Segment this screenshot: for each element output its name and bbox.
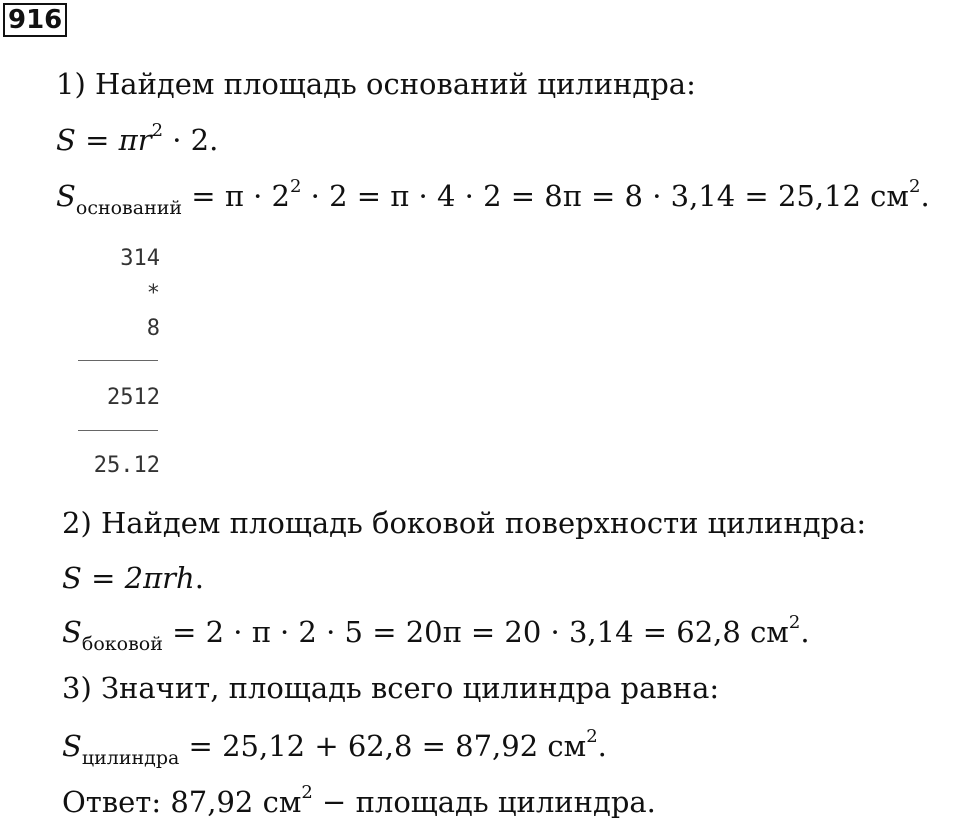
- formula2-symbol-s: S: [62, 561, 82, 595]
- calc2-text: = 2 · π · 2 · 5 = 20π = 20 · 3,14 = 62,8 см: [162, 615, 789, 649]
- calc2-symbol-s: S: [62, 615, 82, 649]
- calc3-end: .: [597, 729, 607, 763]
- formula-symbol-s: S: [56, 123, 76, 157]
- formula2-end: .: [194, 561, 204, 595]
- calc3-exponent: 2: [586, 726, 598, 747]
- formula-equals: =: [75, 123, 119, 157]
- problem-number: 916: [3, 3, 67, 37]
- step2-heading: 2) Найдем площадь боковой поверхности цилиндра:: [62, 506, 867, 540]
- calc-subscript: оснований: [75, 197, 183, 219]
- column-result: 25.12: [93, 453, 160, 478]
- column-operand-b: 8: [146, 316, 160, 341]
- calc3-text: = 25,12 + 62,8 = 87,92 см: [179, 729, 587, 763]
- step1-heading: 1) Найдем площадь оснований цилиндра:: [56, 67, 696, 101]
- column-operator: *: [146, 281, 160, 306]
- step2-calculation: [62, 612, 810, 655]
- formula-exponent: 2: [151, 120, 164, 141]
- column-rule-1: [78, 360, 158, 361]
- formula2-rhs: 2πrh: [124, 561, 195, 595]
- answer-text-b: − площадь цилиндра.: [312, 785, 656, 819]
- calc-exponent-a: 2: [289, 176, 302, 197]
- column-rule-2: [78, 430, 158, 431]
- calc2-subscript: боковой: [81, 633, 163, 655]
- answer-text-a: Ответ: 87,92 см: [62, 785, 302, 819]
- step3-heading: 3) Значит, площадь всего цилиндра равна:: [62, 671, 720, 705]
- calc3-symbol-s: S: [62, 729, 82, 763]
- step3-calculation: [62, 726, 607, 769]
- calc3-subscript: цилиндра: [81, 747, 180, 769]
- calc-text-b: · 2 = π · 4 · 2 = 8π = 8 · 3,14 = 25,12 см: [301, 179, 909, 213]
- step2-formula: [62, 560, 204, 596]
- calc-end: .: [920, 179, 930, 213]
- formula-pi: π: [118, 123, 138, 157]
- step1-calculation: [56, 176, 930, 219]
- answer-exponent: 2: [301, 782, 313, 803]
- answer-line: [62, 784, 656, 820]
- formula2-equals: =: [81, 561, 125, 595]
- formula-rest: · 2.: [163, 123, 219, 157]
- calc-symbol-s: S: [56, 179, 76, 213]
- calc2-end: .: [800, 615, 810, 649]
- calc2-exponent: 2: [788, 612, 801, 633]
- step1-formula: [56, 122, 218, 158]
- calc-text-a: = π · 2: [182, 179, 290, 213]
- calc-exponent-b: 2: [908, 176, 921, 197]
- formula-r: r: [137, 123, 152, 157]
- column-operand-a: 314: [120, 246, 160, 271]
- column-partial: 2512: [107, 385, 160, 410]
